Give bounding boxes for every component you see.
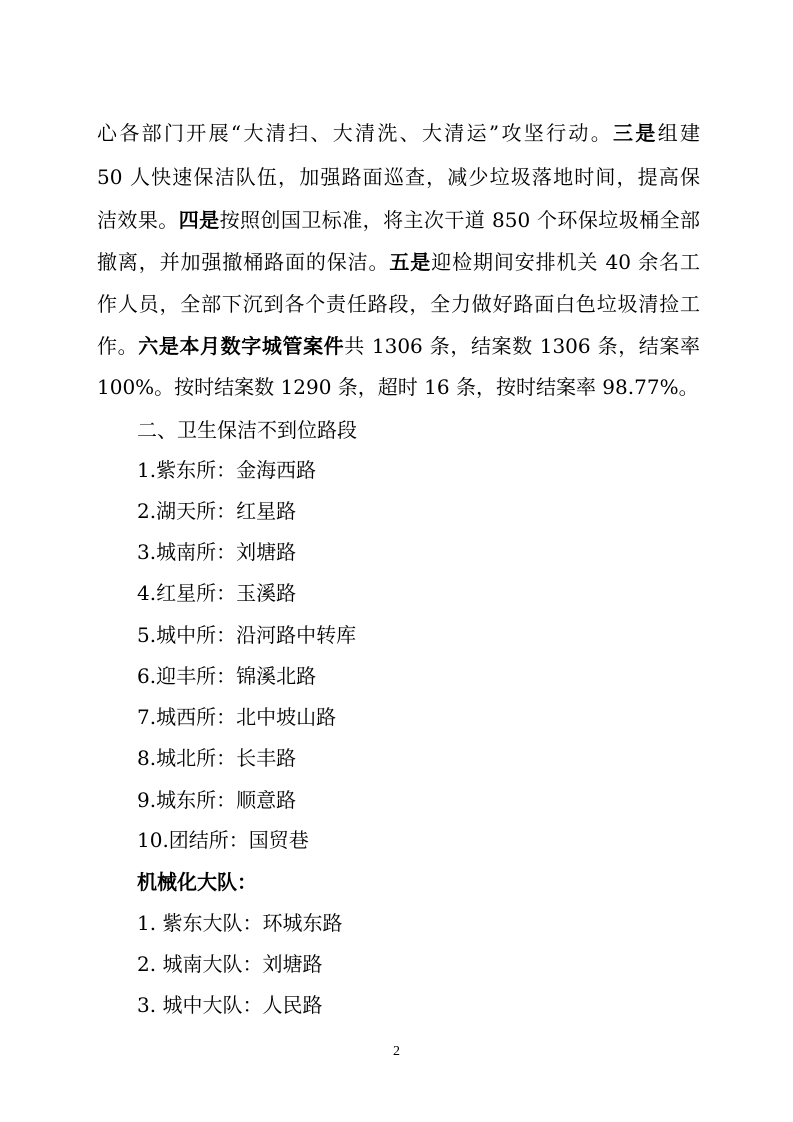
text-segment: 迎检期间安排机关 40 余名工 xyxy=(431,250,701,274)
list-item: 5.城中所：沿河路中转库 xyxy=(137,623,357,647)
list-item: 7.城西所：北中坡山路 xyxy=(137,705,337,729)
paragraph-line-6 xyxy=(97,332,700,360)
list-item: 1. 紫东大队：环城东路 xyxy=(137,911,343,935)
bold-label-four: 四是 xyxy=(178,208,220,232)
text-segment: 作人员，全部下沉到各个责任路段，全力做好路面白色垃圾清捡工 xyxy=(97,292,700,316)
text-segment: 作。 xyxy=(97,334,139,358)
paragraph-line-2 xyxy=(97,163,700,191)
list-item: 6.迎丰所：锦溪北路 xyxy=(137,664,317,688)
text-segment: 按照创国卫标准，将主次干道 850 个环保垃圾桶全部 xyxy=(219,208,701,232)
text-segment: 50 人快速保洁队伍，加强路面巡查，减少垃圾落地时间，提高保 xyxy=(97,165,700,189)
list-item: 9.城东所：顺意路 xyxy=(137,788,297,812)
list-item: 10.团结所：国贸巷 xyxy=(137,828,309,852)
paragraph-line-7 xyxy=(97,373,700,401)
list-item: 4.红星所：玉溪路 xyxy=(137,581,297,605)
bold-label-three: 三是 xyxy=(613,121,658,145)
paragraph-line-3 xyxy=(97,206,700,234)
list-item: 8.城北所：长丰路 xyxy=(137,746,297,770)
bold-label-five: 五是 xyxy=(389,250,432,274)
text-segment: 心各部门开展“大清扫、大清洗、大清运”攻坚行动。 xyxy=(97,121,614,145)
page-number: 2 xyxy=(393,1044,400,1059)
sub-heading-mechanized: 机械化大队： xyxy=(137,870,257,894)
text-segment: 100%。按时结案数 1290 条，超时 16 条，按时结案率 98.77%。 xyxy=(97,375,699,399)
text-segment: 洁效果。 xyxy=(97,208,179,232)
paragraph-line-1 xyxy=(97,119,700,147)
paragraph-line-4 xyxy=(97,248,700,276)
bold-label-six: 六是本月数字城管案件 xyxy=(138,334,345,358)
text-segment: 组建 xyxy=(657,121,701,145)
list-item: 3. 城中大队：人民路 xyxy=(137,993,323,1017)
text-segment: 共 1306 条，结案数 1306 条，结案率 xyxy=(344,334,701,358)
list-item: 1.紫东所：金海西路 xyxy=(137,458,317,482)
list-item: 2.湖天所：红星路 xyxy=(137,499,297,523)
text-segment: 撤离，并加强撤桶路面的保洁。 xyxy=(97,250,390,274)
paragraph-line-5 xyxy=(97,290,700,318)
section-heading: 二、卫生保洁不到位路段 xyxy=(137,418,357,442)
list-item: 3.城南所：刘塘路 xyxy=(137,540,297,564)
list-item: 2. 城南大队：刘塘路 xyxy=(137,952,323,976)
